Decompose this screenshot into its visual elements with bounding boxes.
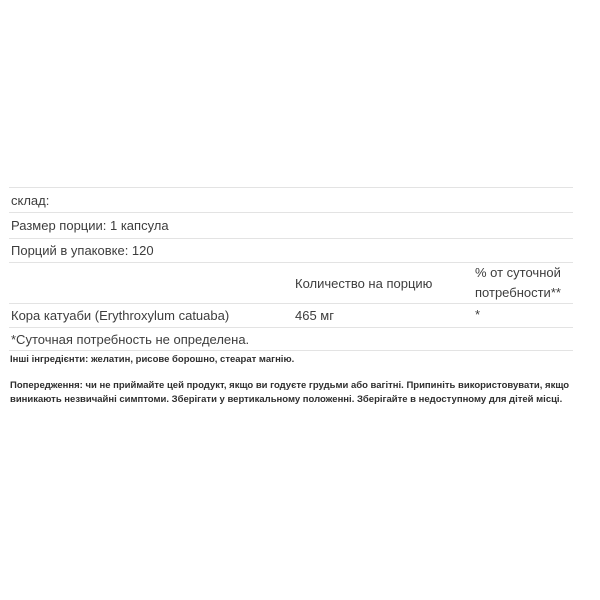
table-header-row	[9, 262, 573, 303]
serving-size-row	[9, 212, 573, 238]
header-daily-value: % от суточной потребности**	[475, 264, 561, 300]
header-amount-per-serving: Количество на порцию	[295, 275, 433, 291]
footnote-row	[9, 327, 573, 351]
ingredient-row	[9, 303, 573, 327]
ingredient-daily-value: *	[475, 307, 481, 323]
ingredient-name: Кора катуаби (Erythroxylum catuaba)	[11, 308, 230, 323]
supplement-facts-table	[9, 187, 573, 351]
other-ingredients-text: Інші інгредієнти: желатин, рисове борошно, стеарат магнію.	[10, 354, 295, 365]
footnote-text: *Суточная потребность не определена.	[11, 331, 250, 347]
serving-size-label: Размер порции: 1 капсула	[11, 218, 169, 233]
servings-per-container-label: Порций в упаковке: 120	[11, 243, 154, 258]
composition-label: склад:	[11, 192, 50, 208]
warning-text: Попередження: чи не приймайте цей продукт, якщо ви годуєте грудьми або вагітні. Припиніть використовувати, якщо виникають незвичайні симптоми. Зберігати у вертикальному положенні. Зберігайте в недоступному для дітей місці.	[10, 380, 570, 405]
composition-row	[9, 187, 573, 212]
ingredient-amount: 465 мг	[295, 308, 334, 323]
servings-per-container-row	[9, 238, 573, 262]
